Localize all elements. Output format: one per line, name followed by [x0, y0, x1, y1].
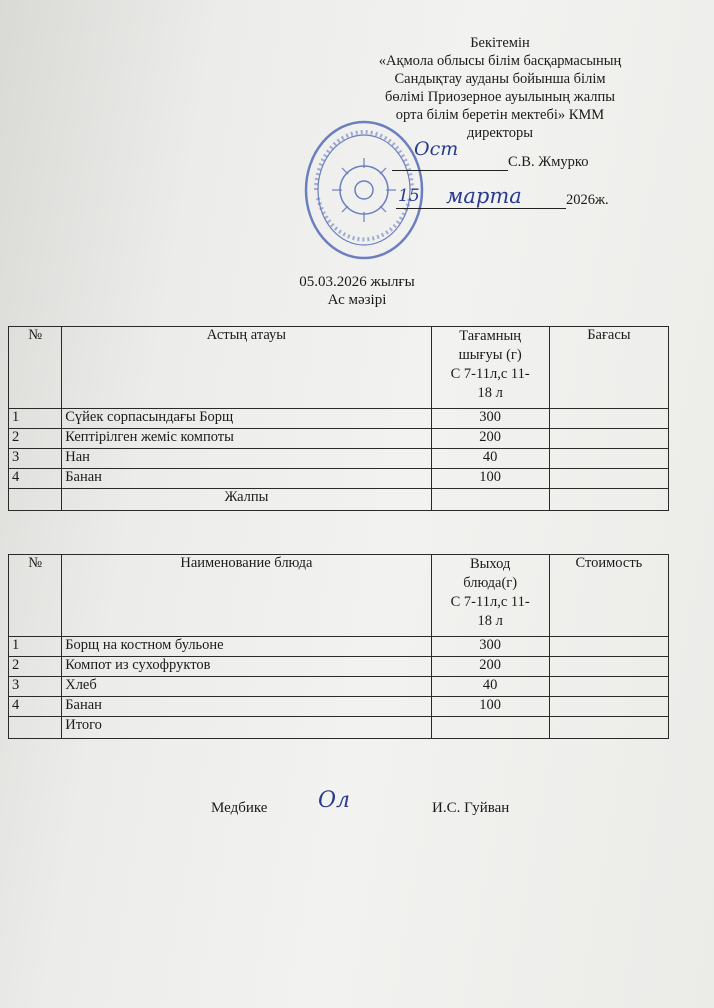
- approval-line: директоры: [466, 125, 534, 141]
- header-yield-line: Выход: [470, 556, 511, 572]
- approval-line: бөлімі Приозерное ауылының жалпы: [385, 89, 615, 105]
- header-cost: Стоимость: [549, 555, 668, 637]
- row-price: [549, 429, 668, 449]
- total-empty-cell: [9, 489, 62, 511]
- table-row: [9, 637, 669, 657]
- row-number: 2: [9, 657, 62, 677]
- table-row: [9, 449, 669, 469]
- table-header-row: [9, 555, 669, 637]
- row-yield: 40: [431, 677, 549, 697]
- header-dish-name: Наименование блюда: [62, 555, 431, 637]
- approval-line: Сандықтау ауданы бойынша білім: [394, 71, 606, 87]
- header-yield-line: С 7-11л,с 11-: [450, 366, 530, 382]
- header-yield-line: шығуы (г): [458, 347, 522, 363]
- table-total-row: [9, 717, 669, 739]
- header-yield: [431, 327, 549, 409]
- menu-date: 05.03.2026 жылғы: [299, 274, 415, 290]
- total-label: Жалпы: [62, 489, 431, 511]
- table-row: [9, 697, 669, 717]
- row-yield: 300: [431, 637, 549, 657]
- header-yield-line: блюда(г): [463, 575, 518, 591]
- row-price: [549, 409, 668, 429]
- table-total-row: [9, 489, 669, 511]
- row-cost: [549, 697, 668, 717]
- row-number: 1: [9, 409, 62, 429]
- approval-date-row: [396, 184, 609, 209]
- header-yield-line: 18 л: [477, 613, 503, 629]
- row-number: 4: [9, 469, 62, 489]
- director-name: С.В. Жмурко: [508, 154, 589, 170]
- row-yield: 300: [431, 409, 549, 429]
- row-number: 4: [9, 697, 62, 717]
- row-price: [549, 469, 668, 489]
- row-cost: [549, 677, 668, 697]
- total-yield-cell: [431, 717, 549, 739]
- row-dish: Компот из сухофруктов: [62, 657, 431, 677]
- row-number: 3: [9, 449, 62, 469]
- row-yield: 100: [431, 469, 549, 489]
- row-dish: Хлеб: [62, 677, 431, 697]
- menu-title: Ас мәзірі: [327, 292, 387, 308]
- total-label: Итого: [62, 717, 431, 739]
- row-dish: Банан: [62, 469, 431, 489]
- date-day: 15: [398, 186, 420, 206]
- row-yield: 200: [431, 657, 549, 677]
- menu-table-kz: [8, 326, 669, 511]
- date-line: [396, 184, 566, 209]
- date-month: марта: [446, 184, 522, 208]
- header-price: Бағасы: [549, 327, 668, 409]
- header-number: №: [9, 555, 62, 637]
- row-dish: Нан: [62, 449, 431, 469]
- total-empty-cell: [9, 717, 62, 739]
- header-yield-line: Тағамның: [459, 328, 522, 344]
- approval-line: «Ақмола облысы білім басқармасының: [378, 53, 622, 69]
- header-number: №: [9, 327, 62, 409]
- menu-table-ru: [8, 554, 669, 739]
- table-row: [9, 429, 669, 449]
- total-yield-cell: [431, 489, 549, 511]
- row-dish: Борщ на костном бульоне: [62, 637, 431, 657]
- row-cost: [549, 637, 668, 657]
- header-yield: [431, 555, 549, 637]
- director-signature: Ост: [414, 138, 459, 160]
- row-number: 1: [9, 637, 62, 657]
- row-number: 3: [9, 677, 62, 697]
- approval-line: орта білім беретін мектебі» КММ: [395, 107, 605, 123]
- row-yield: 100: [431, 697, 549, 717]
- row-dish: Сүйек сорпасындағы Борщ: [62, 409, 431, 429]
- header-yield-line: 18 л: [477, 385, 503, 401]
- total-cost-cell: [549, 717, 668, 739]
- row-yield: 200: [431, 429, 549, 449]
- header-yield-line: С 7-11л,с 11-: [450, 594, 530, 610]
- row-yield: 40: [431, 449, 549, 469]
- approval-line: Бекітемін: [470, 35, 530, 51]
- row-cost: [549, 657, 668, 677]
- total-price-cell: [549, 489, 668, 511]
- table-row: [9, 469, 669, 489]
- nurse-name: И.С. Гуйван: [432, 800, 510, 816]
- date-year: 2026ж.: [566, 192, 609, 208]
- header-dish-name: Астың атауы: [62, 327, 431, 409]
- nurse-signature: Ол: [318, 788, 351, 813]
- table-row: [9, 409, 669, 429]
- table-row: [9, 677, 669, 697]
- table-header-row: [9, 327, 669, 409]
- row-dish: Кептірілген жеміс компоты: [62, 429, 431, 449]
- row-price: [549, 449, 668, 469]
- nurse-role: Медбике: [211, 800, 268, 816]
- row-number: 2: [9, 429, 62, 449]
- row-dish: Банан: [62, 697, 431, 717]
- table-row: [9, 657, 669, 677]
